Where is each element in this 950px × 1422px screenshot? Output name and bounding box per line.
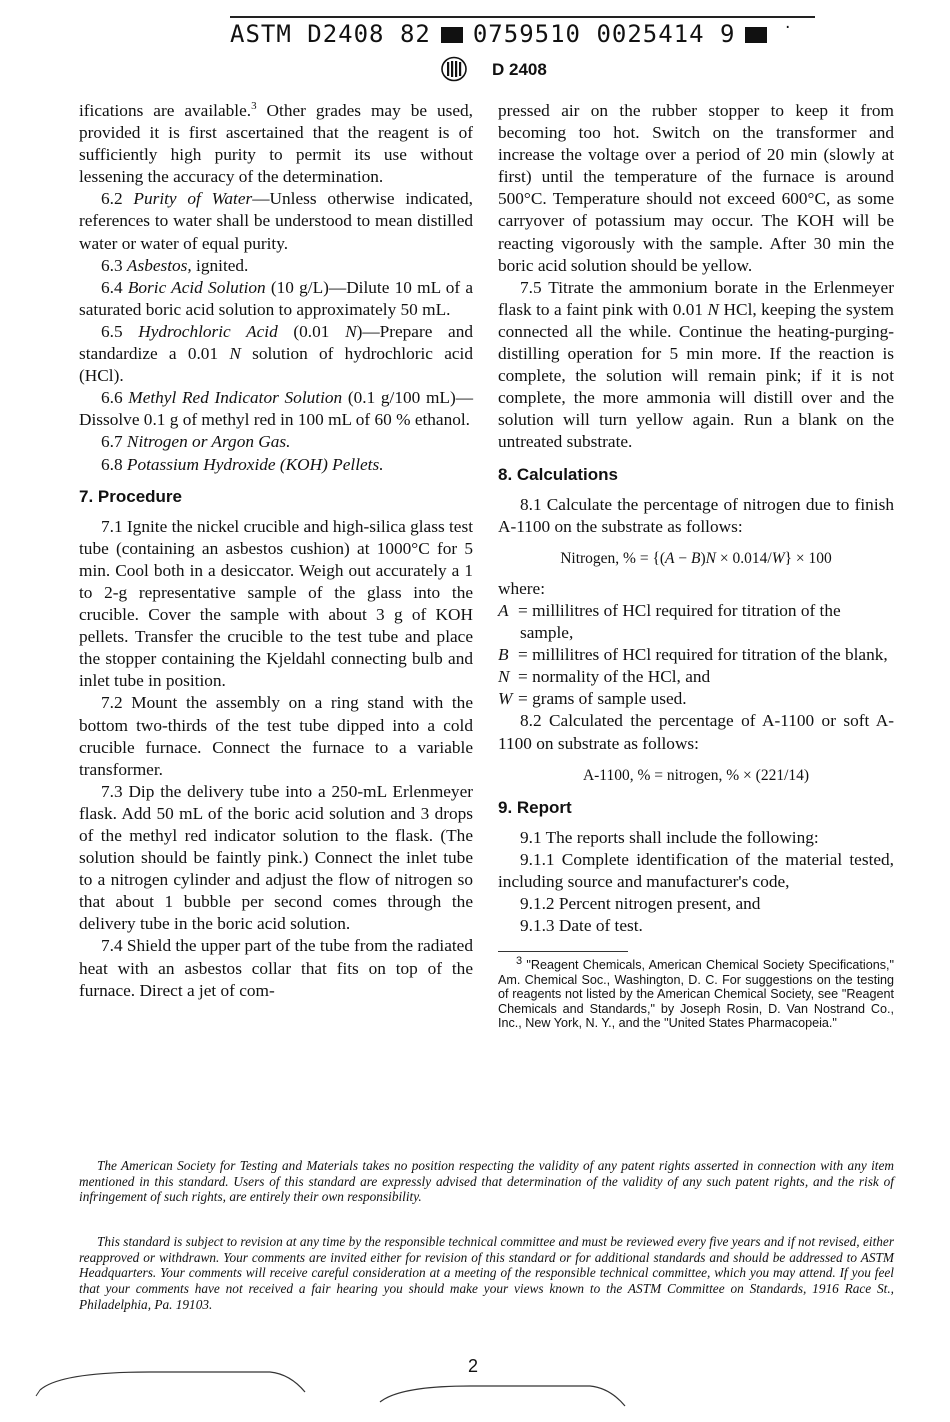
where-label: where:: [498, 578, 546, 598]
section-9-1-2: 9.1.2 Percent nitrogen present, and: [520, 894, 761, 914]
footnote-3: $^3$ "Reagent Chemicals, American Chemical Society Specifications," Am. Chemical Soc., Washington, D. C. For suggestions on the testing of reagents not listed by the American Chemical Society, see "Reagent Chemicals and Standards," by Joseph Rosin, D. Van Nostrand Co., Inc., New York, N. Y., and the "United States Pharmacopeia.": [498, 955, 894, 1031]
section-9-1-3: 9.1.3 Date of test.: [520, 916, 643, 936]
page-border-curve: [0, 1340, 950, 1420]
heading-calculations: 8. Calculations: [498, 464, 618, 484]
page-number: 2: [468, 1356, 479, 1376]
section-7-3: 7.3 Dip the delivery tube into a 250-mL Erlenmeyer flask. Add 50 mL of the boric acid solution and 3 drops of the methyl red indicator solution to the flask. (The solution should be faintly pink.) Connect the inlet tube to a nitrogen cylinder and adjust the flow of nitrogen so that about 1 bubble per second comes through the delivery tube in the boric acid solution.: [79, 781, 473, 934]
footnote-number: 3: [516, 955, 523, 968]
patent-notice: The American Society for Testing and Materials takes no position respecting the validity of any patent rights asserted in connection with any item mentioned in this standard. Users of this standard are expressly advised that determination of the validity of any such patent rights, and the risk of infringement of such rights, are entirely their own responsibility.: [79, 1158, 894, 1205]
header-rule: [230, 16, 815, 18]
footnote-ref: 3: [251, 100, 257, 113]
section-7-4-continued: pressed air on the rubber stopper to keep it from becoming too hot. Switch on the transformer and increase the voltage over a period of 20 min (slowly at first) until the temperature of the furnace is around 500°C. Temperature should not exceed 600°C, as some carryover of potassium may occur. The KOH will be reacting vigorously with the sample. After 30 min the boric acid solution should be yellow.: [498, 101, 894, 275]
section-6-6: 6.6 Methyl Red Indicator Solution (0.1 g/100 mL)—Dissolve 0.1 g of methyl red in 100 mL of 60 % ethanol.: [79, 388, 473, 430]
section-6-4: 6.4 Boric Acid Solution (10 g/L)—Dilute 10 mL of a saturated boric acid solution to approximately 50 mL.: [79, 277, 474, 319]
section-7-2: 7.2 Mount the assembly on a ring stand with the bottom two-thirds of the test tube dipped into a cold crucible furnace. Connect the furnace to a variable transformer.: [79, 693, 473, 779]
paragraph-intro: ifications are available.$^3$ Other grades may be used, provided it is first ascertained that the reagent is of sufficiently high purity to permit its use without lessening the accuracy of the determination.: [79, 100, 473, 187]
equation-a1100: A-1100, % = nitrogen, % × (221/14): [582, 766, 810, 784]
section-8-2: 8.2 Calculated the percentage of A-1100 or soft A-1100 on substrate as follows:: [498, 711, 894, 753]
heading-procedure: 7. Procedure: [79, 486, 182, 506]
header-code-line: [230, 20, 830, 48]
definition-A: A = millilitres of HCl required for titration of the sample,: [498, 600, 841, 643]
header-code-right: 0759510 0025414 9: [472, 20, 736, 48]
header-block-mark-1: [441, 27, 463, 43]
section-6-3: 6.3 Asbestos, ignited.: [101, 255, 249, 275]
header-block-mark-2: [745, 27, 767, 43]
section-8-1: 8.1 Calculate the percentage of nitrogen due to finish A-1100 on the substrate as follows:: [498, 494, 894, 536]
section-6-8: 6.8 Potassium Hydroxide (KOH) Pellets.: [101, 454, 384, 474]
header-dot: ·: [783, 20, 793, 36]
section-6-5: 6.5 Hydrochloric Acid (0.01 N)—Prepare and standardize a 0.01 N solution of hydrochloric acid (HCl).: [79, 321, 474, 386]
section-6-7: 6.7 Nitrogen or Argon Gas.: [101, 432, 291, 452]
definition-B: B = millilitres of HCl required for titration of the blank,: [498, 645, 888, 665]
equation-nitrogen: Nitrogen, % = {(A − B)N × 0.014/W} × 100: [560, 549, 832, 567]
standard-number: D 2408: [492, 60, 547, 79]
revision-notice: This standard is subject to revision at any time by the responsible technical committee and must be reviewed every five years and if not revised, either reapproved or withdrawn. Your comments are invited either for revision of this standard or for additional standards and should be addressed to ASTM Headquarters. Your comments will receive careful consideration at a meeting of the responsible technical committee, which you may attend. If you feel that your comments have not received a fair hearing you should make your views known to the ASTM Committee on Standards, 1916 Race St., Philadelphia, Pa. 19103.: [79, 1234, 894, 1312]
section-7-5: 7.5 Titrate the ammonium borate in the Erlenmeyer flask to a faint pink with 0.01 N HCl, keeping the system connected all the while. Continue the heating-purging-distilling operation for 5 min more. If the reaction is complete, the solution will remain pink; if it is not complete, the more ammonia will distill over and the solution will turn yellow again. Run a blank on the untreated substrate.: [498, 277, 894, 452]
definition-W: W = grams of sample used.: [498, 689, 687, 709]
left-column: [79, 100, 473, 1002]
section-9-1: 9.1 The reports shall include the following:: [520, 827, 819, 847]
footnote-divider: [498, 951, 628, 952]
heading-report: 9. Report: [498, 797, 572, 817]
definition-N: N = normality of the HCl, and: [498, 667, 711, 687]
section-7-4: 7.4 Shield the upper part of the tube from the radiated heat with an asbestos collar that fits on top of the furnace. Direct a jet of com-: [79, 936, 473, 1000]
section-6-2: 6.2 Purity of Water—Unless otherwise indicated, references to water shall be understood to mean distilled water or water of equal purity.: [79, 189, 473, 253]
astm-logo-icon: [440, 56, 468, 82]
right-column: [498, 100, 894, 1031]
section-7-1: 7.1 Ignite the nickel crucible and high-silica glass test tube (containing an asbestos cushion) at 1000°C for 5 min. Cool both in a desiccator. Weigh out accurately a 1 to 2-g representative sample of the glass into the crucible. Cover the sample with about 3 g of KOH pellets. Transfer the crucible to the test tube and place the stopper containing the Kjeldahl connecting bulb and inlet tube in position.: [79, 516, 473, 691]
section-9-1-1: 9.1.1 Complete identification of the material tested, including source and manufacturer's code,: [498, 849, 894, 891]
header-code-left: ASTM D2408 82: [230, 20, 431, 48]
